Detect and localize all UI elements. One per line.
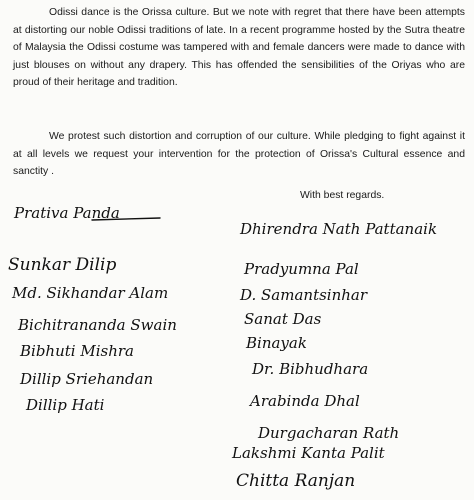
closing-line: With best regards.	[300, 190, 385, 201]
signature-left-5: Bibhuti Mishra	[20, 342, 134, 360]
letter-paragraph-1: Odissi dance is the Orissa culture. But we note with regret that there have been attempts at distorting our noble Odissi traditions of late. In a recent programme hosted by the Sutra theatre of Malaysia the Odissi costume was tampered with and female dancers were made to dance with just blouses on without any drapery. This has offended the sensibilities of the Oriyas who are proud of their heritage and tradition.	[13, 7, 465, 89]
signature-right-3: D. Samantsinhar	[240, 286, 368, 304]
signature-block	[0, 196, 474, 500]
signature-right-5: Binayak	[246, 334, 307, 352]
signature-right-4: Sanat Das	[244, 310, 322, 328]
signature-left-2: Sunkar Dilip	[8, 255, 117, 275]
signature-left-4: Bichitrananda Swain	[18, 316, 177, 334]
signature-right-9: Lakshmi Kanta Palit	[232, 444, 385, 462]
signature-right-10: Chitta Ranjan	[236, 471, 356, 491]
signature-left-6: Dillip Sriehandan	[20, 370, 154, 388]
signature-left-3: Md. Sikhandar Alam	[12, 284, 169, 302]
signature-left-1: Prativa Panda	[14, 204, 120, 222]
signature-right-1: Dhirendra Nath Pattanaik	[240, 220, 438, 238]
signature-right-7: Arabinda Dhal	[250, 392, 360, 410]
signature-right-2: Pradyumna Pal	[244, 260, 359, 278]
letter-paragraph-2: We protest such distortion and corruption of our culture. While pledging to fight against it at all levels we request your intervention for the protection of Orissa's Cultural essence and sanctity .	[13, 131, 465, 178]
signature-left-7: Dillip Hati	[26, 396, 105, 414]
signature-right-6: Dr. Bibhudhara	[252, 360, 369, 378]
signature-right-8: Durgacharan Rath	[258, 424, 400, 442]
